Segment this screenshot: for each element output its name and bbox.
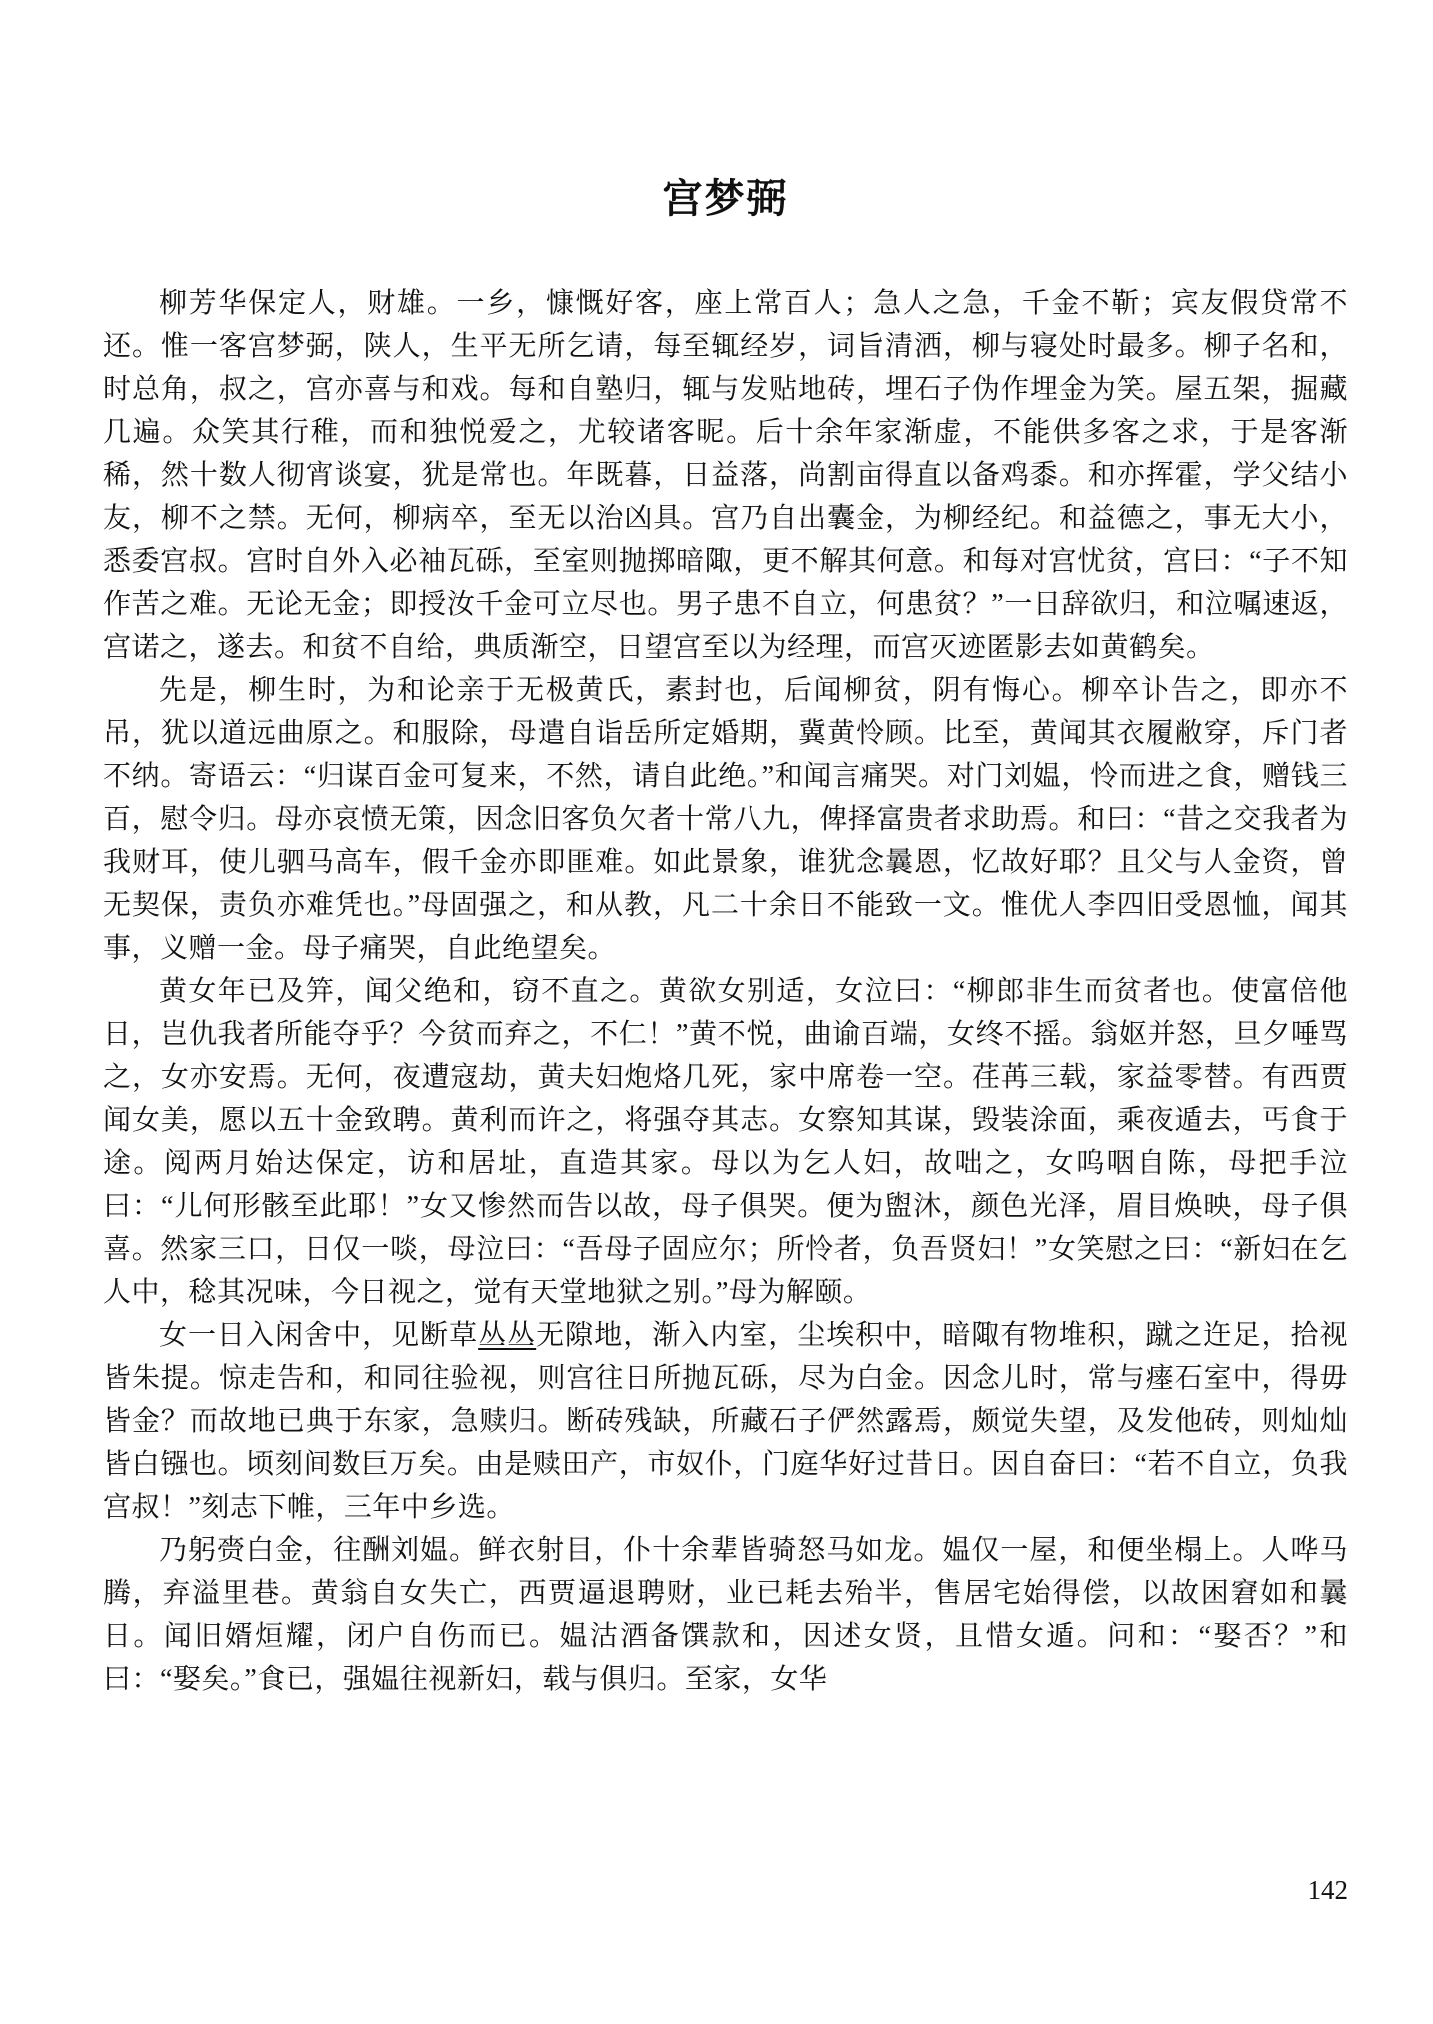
paragraph-text-run: 无隙地，渐入内室，尘埃积中，暗陬有物堆积，蹴之迕足，拾视皆朱提。惊走告和，和同往验视，则宫往日所抛瓦砾，尽为白金。因念儿时，常与瘗石室中，得毋皆金？而故地已典于东家，急赎归。断砖残缺，所藏石子俨然露焉，颇觉失望，及发他砖，则灿灿皆白镪也。顷刻间数巨万矣。由是赎田产，市奴仆，门庭华好过昔日。因自奋曰：“若不自立，负我宫叔！”刻志下帷，三年中乡选。 [103, 1320, 1348, 1523]
paragraph-3 [103, 970, 1348, 1314]
paragraph-text-run: 乃躬赍白金，往酬刘媪。鲜衣射目，仆十余辈皆骑怒马如龙。媪仅一屋，和便坐榻上。人哗马腾，弃溢里巷。黄翁自女失亡，西贾逼退聘财，业已耗去殆半，售居宅始得偿，以故困窘如和曩日。闻旧婿烜耀，闭户自伤而已。媪沽酒备馔款和，因述女贤，且惜女遁。问和：“娶否？”和曰：“娶矣。”食已，强媪往视新妇，载与俱归。至家，女华 [103, 1535, 1348, 1695]
paragraph-5 [103, 1529, 1348, 1701]
paragraph-text-run: 黄女年已及笄，闻父绝和，窃不直之。黄欲女别适，女泣曰：“柳郎非生而贫者也。使富倍他日，岂仇我者所能夺乎？今贫而弃之，不仁！”黄不悦，曲谕百端，女终不摇。翁妪并怒，旦夕唾骂之，女亦安焉。无何，夜遭寇劫，黄夫妇炮烙几死，家中席卷一空。荏苒三载，家益零替。有西贾闻女美，愿以五十金致聘。黄利而许之，将强夺其志。女察知其谋，毁装涂面，乘夜遁去，丐食于途。阅两月始达保定，访和居址，直造其家。母以为乞人妇，故咄之，女呜咽自陈，母把手泣曰：“儿何形骸至此耶！”女又惨然而告以故，母子俱哭。便为盥沐，颜色光泽，眉目焕映，母子俱喜。然家三口，日仅一啖，母泣曰：“吾母子固应尔；所怜者，负吾贤妇！”女笑慰之曰：“新妇在乞人中，稔其况味，今日视之，觉有天堂地狱之别。”母为解颐。 [103, 976, 1348, 1308]
paragraph-4 [103, 1314, 1348, 1529]
page-number: 142 [1307, 1875, 1348, 1905]
paragraph-text-run: 柳芳华保定人，财雄。一乡，慷慨好客，座上常百人；急人之急，千金不靳；宾友假贷常不还。惟一客宫梦弼，陕人，生平无所乞请，每至辄经岁，词旨清洒，柳与寝处时最多。柳子名和，时总角，叔之，宫亦喜与和戏。每和自塾归，辄与发贴地砖，埋石子伪作埋金为笑。屋五架，掘藏几遍。众笑其行稚，而和独悦爱之，尤较诸客昵。后十余年家渐虚，不能供多客之求，于是客渐稀，然十数人彻宵谈宴，犹是常也。年既暮，日益落，尚割亩得直以备鸡黍。和亦挥霍，学父结小友，柳不之禁。无何，柳病卒，至无以治凶具。宫乃自出囊金，为柳经纪。和益德之，事无大小，悉委宫叔。宫时自外入必袖瓦砾，至室则抛掷暗陬，更不解其何意。和每对宫忧贫，宫曰：“子不知作苦之难。无论无金；即授汝千金可立尽也。男子患不自立，何患贫？”一日辞欲归，和泣嘱速返，宫诺之，遂去。和贫不自给，典质渐空，日望宫至以为经理，而宫灭迹匿影去如黄鹤矣。 [103, 288, 1348, 663]
body-text [103, 282, 1348, 1701]
paragraph-1 [103, 282, 1348, 669]
paragraph-text-run: 先是，柳生时，为和论亲于无极黄氏，素封也，后闻柳贫，阴有悔心。柳卒讣告之，即亦不吊，犹以道远曲原之。和服除，母遣自诣岳所定婚期，冀黄怜顾。比至，黄闻其衣履敝穿，斥门者不纳。寄语云：“归谋百金可复来，不然，请自此绝。”和闻言痛哭。对门刘媪，怜而进之食，赠钱三百，慰令归。母亦哀愤无策，因念旧客负欠者十常八九，俾择富贵者求助焉。和曰：“昔之交我者为我财耳，使儿驷马高车，假千金亦即匪难。如此景象，谁犹念曩恩，忆故好耶？且父与人金资，曾无契保，责负亦难凭也。”母固强之，和从教，凡二十余日不能致一文。惟优人李四旧受恩恤，闻其事，义赠一金。母子痛哭，自此绝望矣。 [103, 675, 1348, 964]
paragraph-2 [103, 669, 1348, 970]
page-content [103, 0, 1348, 1701]
underlined-text-run: 丛丛 [478, 1320, 537, 1351]
paragraph-text-run: 女一日入闲舍中，见断草 [159, 1320, 479, 1351]
page-title: 宫梦弼 [662, 177, 789, 221]
